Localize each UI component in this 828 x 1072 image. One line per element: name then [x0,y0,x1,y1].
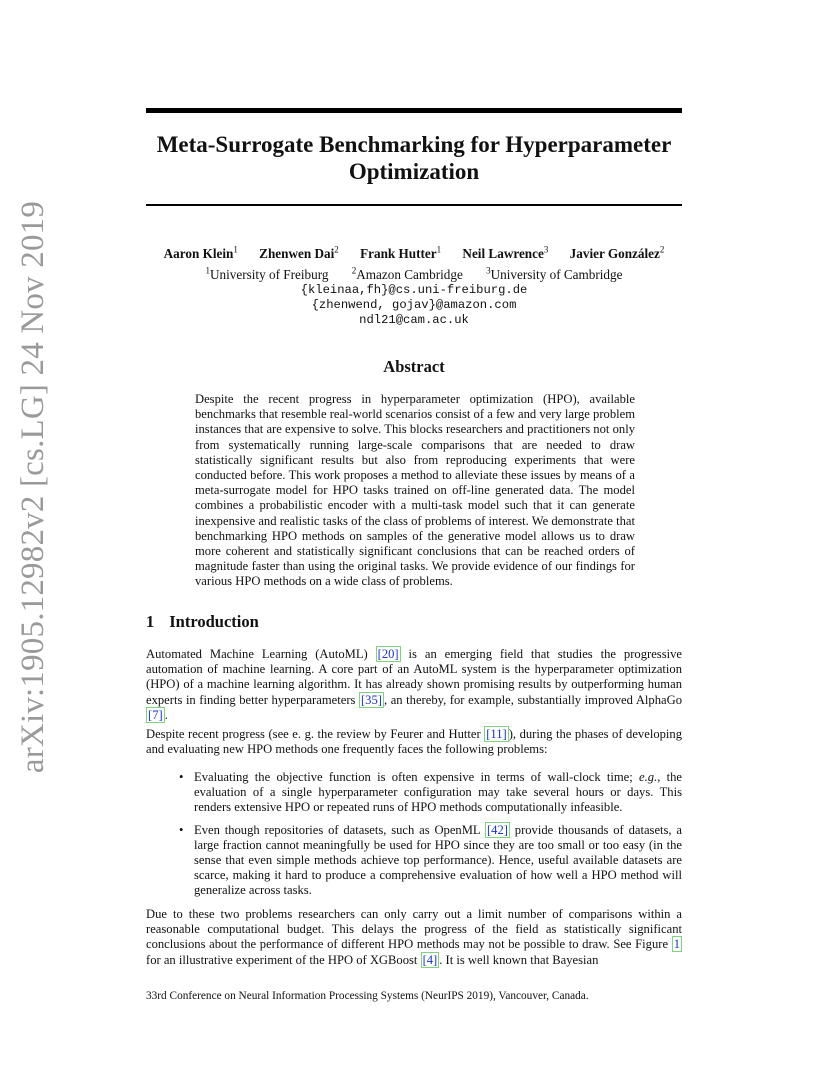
section-heading: 1 Introduction [146,612,259,631]
author-block [146,242,682,328]
title-line-2: Optimization [348,159,480,184]
email[interactable]: ndl21@cam.ac.uk [359,312,469,327]
title-top-rule [146,108,682,113]
abstract-text: Despite the recent progress in hyperparameter optimization (HPO), available benchmarks that resemble real-world scenarios consist of a few and very large problem instances that are expensive to solve. This blocks researchers and practitioners not only from systematically running large-scale comparisons that are needed to draw statistically significant results but also from reproducing experiments that were conducted before. This work proposes a method to alleviate these issues by means of a meta-surrogate model for HPO tasks trained on off-line generated data. The model combines a probabilistic encoder with a multi-task model such that it can generate inexpensive and realistic tasks of the class of problems of interest. We demonstrate that benchmarking HPO methods on samples of the generative model allows us to draw more coherent and statistically significant conclusions that can be reached orders of magnitude faster than using the original tasks. We provide evidence of our findings for various HPO methods on a wide class of problems. [195,392,635,589]
author: Javier González$^2$ [569,245,665,262]
citation-link[interactable]: [20] [377,647,399,661]
paragraph: Due to these two problems researchers can only carry out a limit number of comparisons within a reasonable computational budget. This delays the progress of the field as statistically significant conclusions about the performance of different HPO methods may not be possible to draw. See Figure 1 for an illustrative experiment of the HPO of XGBoost [4] . It is well known that Bayesian [146,907,682,967]
author: Neil Lawrence$^3$ [462,245,549,262]
conference-footer: 33rd Conference on Neural Information Processing Systems (NeurIPS 2019), Vancouver, Canada. [146,990,589,1002]
list-item: • Even though repositories of datasets, such as OpenML [42] provide thousands of datasets, a large fraction cannot meaningfully be used for HPO since they are too small or too easy (in the sense that even simple methods achieve top performance). Hence, useful available datasets are scarce, making it hard to produce a comprehensive evaluation of how well a HPO method will generalize across tasks. [179,822,682,898]
author-names [146,242,682,262]
citation-link[interactable]: [35] [360,692,382,707]
paper-title [146,131,682,185]
arxiv-identifier: arXiv:1905.12982v2 [cs.LG] 24 Nov 2019 [15,200,51,774]
figure-link[interactable]: 1 [673,937,680,952]
affiliations [146,262,682,282]
author: Aaron Klein$^1$ [163,245,238,262]
affiliation: $^2$Amazon Cambridge [351,265,463,282]
paragraph: Despite recent progress (see e. g. the review by Feurer and Hutter [11] ), during the phases of developing and evaluating new HPO methods one frequently faces the following problems: [146,727,683,757]
problem-list [176,770,682,906]
citation-link[interactable]: [4] [422,952,438,967]
citation-link[interactable]: [11] [486,727,507,741]
email[interactable]: {zhenwend, gojav}@amazon.com [311,297,517,312]
title-bottom-rule [146,204,682,206]
citation-link[interactable]: [7] [148,707,163,722]
email[interactable]: {kleinaa,fh}@cs.uni-freiburg.de [300,282,528,297]
citation-link[interactable]: [42] [486,822,508,837]
title-line-1: Meta-Surrogate Benchmarking for Hyperparameter [156,132,672,157]
author: Frank Hutter$^1$ [360,245,442,262]
bullet-icon: • [179,822,184,837]
bullet-icon: • [179,770,184,784]
author: Zhenwen Dai$^2$ [259,245,339,262]
affiliation: $^3$University of Cambridge [486,265,623,282]
list-item: • Evaluating the objective function is often expensive in terms of wall-clock time; e.g., the evaluation of a single hyperparameter configuration may take several hours or days. This renders extensive HPO or repeated runs of HPO methods computationally infeasible. [179,770,683,815]
affiliation: $^1$University of Freiburg [205,265,329,282]
abstract-heading: Abstract [383,357,445,376]
paragraph: Automated Machine Learning (AutoML) [20] is an emerging field that studies the progressive automation of machine learning. A core part of an AutoML system is the hyperparameter optimization (HPO) of a machine learning algorithm. It has already shown promising results by outperforming human experts in finding better hyperparameters [35] , an thereby, for example, substantially improved AlphaGo [7] . [146,647,682,722]
